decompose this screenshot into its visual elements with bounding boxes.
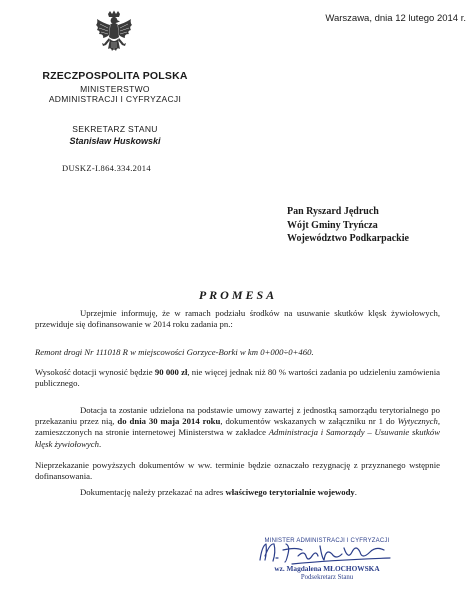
- addressee-region: Województwo Podkarpackie: [287, 233, 409, 244]
- paragraph-submission-address: [35, 487, 440, 498]
- polish-eagle-emblem-icon: [93, 10, 135, 62]
- grant-amount-text-c: , nie więcej jednak niż 80 % wartości zadania po udzieleniu zamówienia publicznego.: [35, 367, 440, 389]
- submission-text-a: Dokumentację należy przekazać na adres: [80, 487, 226, 497]
- secretary-title: SEKRETARZ STANU: [72, 124, 158, 134]
- signature-block: [232, 538, 422, 581]
- signature-stamp: MINISTER ADMINISTRACJI I CYFRYZACJI: [264, 538, 390, 544]
- ministry-line-2: ADMINISTRACJI I CYFRYZACJI: [48, 94, 182, 104]
- ministry-header: [40, 70, 190, 104]
- addressee-name: Pan Ryszard Jędruch: [287, 206, 379, 217]
- submission-recipient: właściwego terytorialnie wojewody: [225, 487, 355, 497]
- country-name: RZECZPOSPOLITA POLSKA: [42, 70, 188, 82]
- place-date: Warszawa, dnia 12 lutego 2014 r.: [325, 13, 466, 24]
- paragraph-grant-conditions: [35, 405, 440, 450]
- grant-amount-value: 90 000 zł: [154, 367, 188, 377]
- conditions-text-c: , dokumentów wskazanych w załączniku nr 1 do: [220, 416, 398, 427]
- secretary-name: Stanisław Huskowski: [69, 136, 161, 146]
- paragraph-grant-amount: [35, 367, 440, 389]
- document-title: PROMESA: [198, 288, 278, 302]
- guidelines-ref: Wytycznych: [397, 416, 438, 427]
- reference-number: DUSKZ-I.864.334.2014: [62, 163, 151, 173]
- signatory-name: wz. Magdalena MŁOCHOWSKA: [274, 564, 380, 573]
- addressee-block: [287, 205, 409, 246]
- deadline-date: do dnia 30 maja 2014 roku: [117, 416, 221, 427]
- signatory-role: Podsekretarz Stanu: [300, 574, 354, 581]
- conditions-text-e: , zamieszczonych na stronie internetowej Ministerstwa w zakładce: [35, 416, 440, 438]
- addressee-office: Wójt Gminy Tryńcza: [287, 219, 378, 231]
- website-section-ref: Administracja i Samorządy – Usuwanie skutków klęsk żywiołowych: [35, 427, 440, 449]
- secretary-block: [40, 124, 190, 146]
- conditions-text-g: .: [98, 438, 102, 449]
- paragraph-task-name: Remont drogi Nr 111018 R w miejscowości Gorzyce-Borki w km 0+000÷0+460.: [35, 347, 314, 357]
- ministry-line-1: MINISTERSTWO: [80, 84, 150, 94]
- grant-amount-text-a: Wysokość dotacji wynosić będzie: [35, 367, 155, 377]
- paragraph-resignation-note: Nieprzekazanie powyższych dokumentów w ww. terminie będzie oznaczało rezygnację z przyznanego wstępnie dofinansowania.: [35, 460, 440, 482]
- conditions-text-a: Dotacja ta zostanie udzielona na podstawie umowy zawartej z jednostką samorządu terytorialnego po przekazaniu przez nią,: [35, 405, 440, 427]
- paragraph-intro: Uprzejmie informuję, że w ramach podziału środków na usuwanie skutków klęsk żywiołowych, przewiduje się dofinansowanie w 2014 roku zadania pn.:: [35, 308, 440, 330]
- submission-text-c: .: [354, 487, 357, 497]
